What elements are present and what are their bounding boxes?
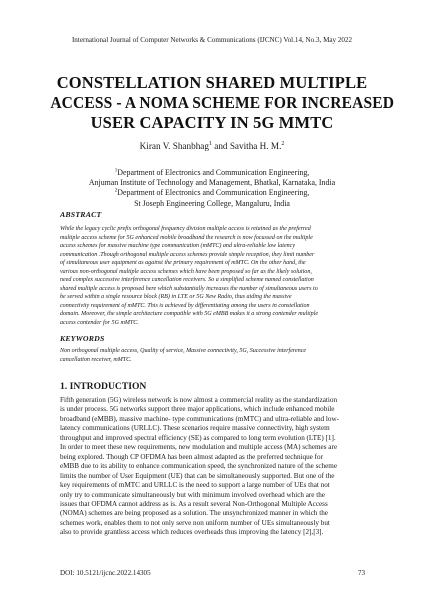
title-line: ACCESS - A NOMA SCHEME FOR INCREASED [50,93,395,112]
title-line: CONSTELLATION SHARED MULTIPLE [56,73,368,92]
keywords-body [60,347,370,364]
author-conjunction: and [211,141,230,151]
body-line: is under process. 5G networks support three major applications, which include enhanced mobile [60,405,335,414]
keywords-line: Non orthogonal multiple access, Quality of service, Massive connectivity, 5G, Successive interference [60,348,307,354]
affiliation-superscript: 2 [114,187,118,194]
abstract-line: connectivity requirement of mMTC. This is achieved by differentiating among the users in constellation [60,302,310,309]
affiliation-text: Department of Electronics and Communication Engineering, [117,168,310,177]
abstract-line: of simultaneous user equipment as against the primary requirement of mMTC. On the other hand, the [60,260,306,266]
abstract-line: shared multiple access is proposed here which substantially increases the number of simultaneous users to [60,285,318,292]
affiliation-line [0,188,424,198]
author-name: Kiran V. Shanbhag [139,141,209,151]
body-line: also to provide grantless access which reduces overheads thus improving the latency [2],[3]. [60,528,324,537]
abstract-line: multiple access scheme for 5G enhanced mobile broadband the research is now focussed on the multiple [60,234,313,241]
doi-footer[interactable]: DOI: 10.5121/ijcnc.2022.14305 [60,569,151,577]
body-line: issues that OFDMA cannot address as is. As a result several Non-Orthogonal Multiple Access [60,499,328,508]
affiliation-line [0,199,424,209]
keywords-heading: KEYWORDS [60,334,105,343]
affiliation-line [0,178,424,188]
body-line: (NOMA) schemes are being proposed as a solution. The unsynchronized manner in which the [60,509,328,518]
abstract-line: access contender for 5G mMTC. [60,319,139,326]
body-line: In order to meet these new requirements, new modulation and multiple access (MA) schemes are [60,443,338,452]
abstract-heading: ABSTRACT [60,210,102,219]
author-superscript: 1 [208,140,212,147]
body-line: key requirements of mMTC and URLLC is the need to support a large number of UEs that not [60,481,330,490]
abstract-line: be served within a single resource block (RB) in LTE or 5G New Radio, thus aiding the massive [60,294,292,300]
author-name: Savitha H. M. [229,141,282,151]
affiliation-text: Anjuman Institute of Technology and Management, Bhatkal, Karnataka, India [88,178,336,188]
body-line: broadband (eMBB), massive machine- type communications (mMTC) and ultra-reliable and low- [60,414,340,423]
abstract-line: need complex successive interference cancellation receivers. So a simplified scheme named constellation [60,277,314,283]
body-line: limits the number of User Equipment (UE) that can be simultaneously supported. But one of the [60,471,335,480]
journal-header: International Journal of Computer Networks & Communications (IJCNC) Vol.14, No.3, May 2022 [71,36,353,44]
abstract-line: access schemes for massive machine type communication (mMTC) and ultra-reliable low latency [60,243,296,249]
body-line: throughput and improved spectral efficiency (SE) as compared to long term evolution (LTE) [1]. [60,433,336,442]
author-superscript: 2 [281,140,285,147]
author-list [0,141,424,151]
affiliation-text: Department of Electronics and Communication Engineering, [117,188,310,198]
body-line: Fifth generation (5G) wireless network is now almost a commercial reality as the standardization [60,396,338,404]
body-line: latency communications (URLLC). These scenarios require massive connectivity, high system [60,424,330,433]
body-line: eMBB due to its ability to enhance communication speed, the synchronized nature of the scheme [60,462,338,471]
affiliation-superscript: 1 [114,167,118,174]
affiliations [0,168,424,209]
affiliation-line [0,168,424,178]
abstract-line: various non-orthogonal multiple access schemes which have been proposed so far as the likely solution, [60,268,312,275]
introduction-heading: 1. INTRODUCTION [60,381,147,392]
affiliation-text: St Joseph Engineering College, Mangaluru, India [134,198,290,208]
page-number: 73 [358,569,366,577]
abstract-body [60,225,370,327]
abstract-line: communication .Though orthogonal multiple access schemes provide simple reception, they limit number [60,251,315,258]
abstract-line: domain. Moreover, the simple architecture compatible with 5G eMBB makes it a strong contender multiple [60,311,319,317]
body-line: being explored. Though CP OFDMA has been almost adapted as the preferred technique for [60,452,323,461]
title-line: USER CAPACITY IN 5G MMTC [90,113,334,132]
paper-title [40,73,395,133]
body-line: schemes work, enables them to not only serve non uniform number of UEs simultaneously but [60,518,330,527]
introduction-body [60,396,372,538]
body-line: only try to communicate simultaneously but with minimum involved overhead which are the [60,490,325,499]
keywords-line: cancellation receiver, mMTC. [60,356,132,363]
abstract-line: While the legacy cyclic prefix orthogonal frequency division multiple access is retained as the preferred [60,226,311,232]
